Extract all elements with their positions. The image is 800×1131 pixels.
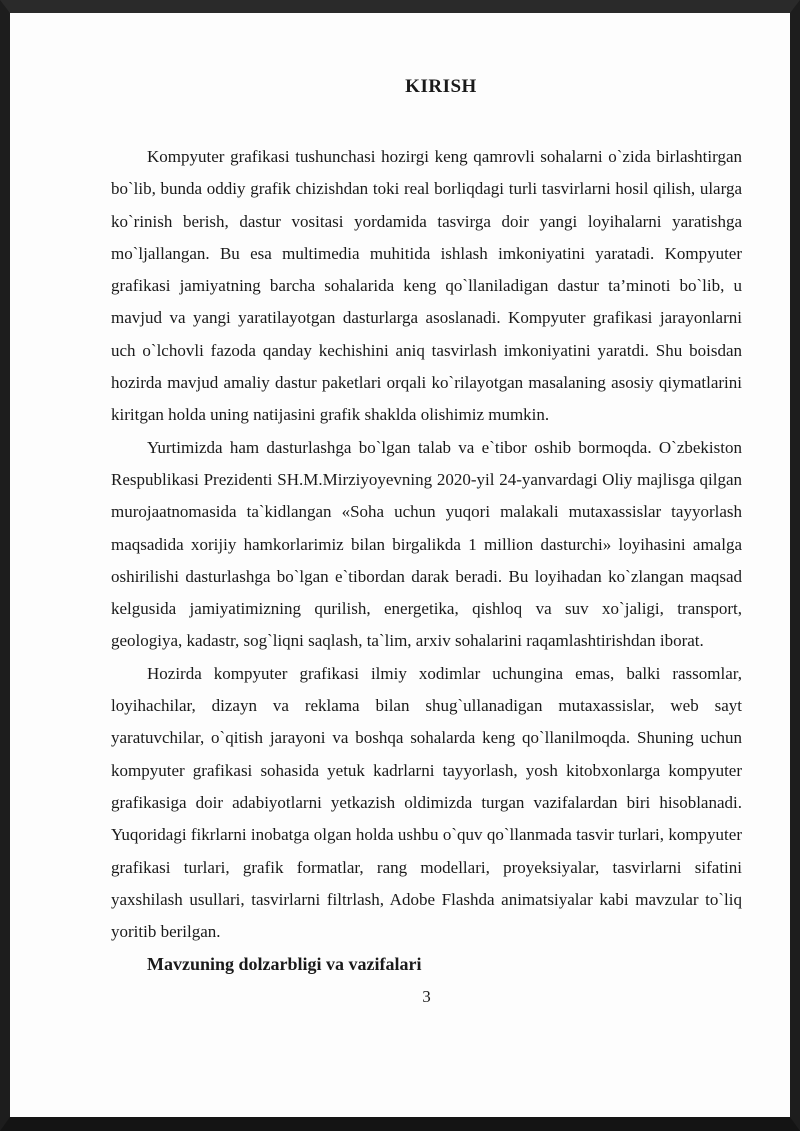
paragraph-1: Kompyuter grafikasi tushunchasi hozirgi keng qamrovli sohalarni o`zida birlashtirgan bo`lib, bunda oddiy grafik chizishdan toki real borliqdagi turli tasvirlarni hosil qilish, ularga ko`rinish berish, dastur vositasi yordamida tasvirga doir yangi loyihalarni yaratishga mo`ljallangan. Bu esa multimedia muhitida ishlash imkoniyatini yaratadi. Kompyuter grafikasi jamiyatning barcha sohalarida keng qo`llaniladigan dastur ta’minoti bo`lib, u mavjud va yangi yaratilayotgan dasturlarga asoslanadi. Kompyuter grafikasi jarayonlarni uch o`lchovli fazoda qanday kechishini aniq tasvirlash imkoniyatini yaratdi. Shu boisdan hozirda mavjud amaliy dastur paketlari orqali ko`rilayotgan masalaning asosiy qiymatlarini kiritgan holda uning natijasini grafik shaklda olishimiz mumkin. xyxy=(111,147,742,425)
paragraph-2: Yurtimizda ham dasturlashga bo`lgan talab va e`tibor oshib bormoqda. O`zbekiston Respublikasi Prezidenti SH.M.Mirziyoyevning 2020-yil 24-yanvardagi Oliy majlisga qilgan murojaatnomasida ta`kidlangan «Soha uchun yuqori malakali mutaxassislar tayyorlash maqsadida xorijiy hamkorlarimiz bilan birgalikda 1 million dasturchi» loyihasini amalga oshirilishi dasturlashga bo`lgan e`tibordan darak beradi. Bu loyihadan ko`zlangan maqsad kelgusida jamiyatimizning qurilish, energetika, qishloq va suv xo`jaligi, transport, geologiya, kadastr, sog`liqni saqlash, ta`lim, arxiv sohalarini raqamlashtirishdan iborat. xyxy=(111,437,742,651)
section-subheading: Mavzuning dolzarbligi va vazifalari xyxy=(147,954,422,975)
page-content xyxy=(111,141,742,1013)
page-title: KIRISH xyxy=(405,76,477,97)
paragraph-3: Hozirda kompyuter grafikasi ilmiy xodimlar uchungina emas, balki rassomlar, loyihachilar, dizayn va reklama bilan shug`ullanadigan mutaxassislar, web sayt yaratuvchilar, o`qitish jarayoni va boshqa sohalarda keng qo`llanilmoqda. Shuning uchun kompyuter grafikasi sohasida yetuk kadrlarni tayyorlash, yosh kitobxonlarga kompyuter grafikasiga doir adabiyotlarni yetkazish oldimizda turgan vazifalardan biri hisoblanadi. Yuqoridagi fikrlarni inobatga olgan holda ushbu o`quv qo`llanmada tasvir turlari, kompyuter grafikasi turlari, grafik formatlar, rang modellari, proyeksiyalar, tasvirlarni sifatini yaxshilash usullari, tasvirlarni filtrlash, Adobe Flashda animatsiyalar kabi mavzular to`liq yoritib berilgan. xyxy=(111,663,742,942)
page-number: 3 xyxy=(422,986,431,1006)
